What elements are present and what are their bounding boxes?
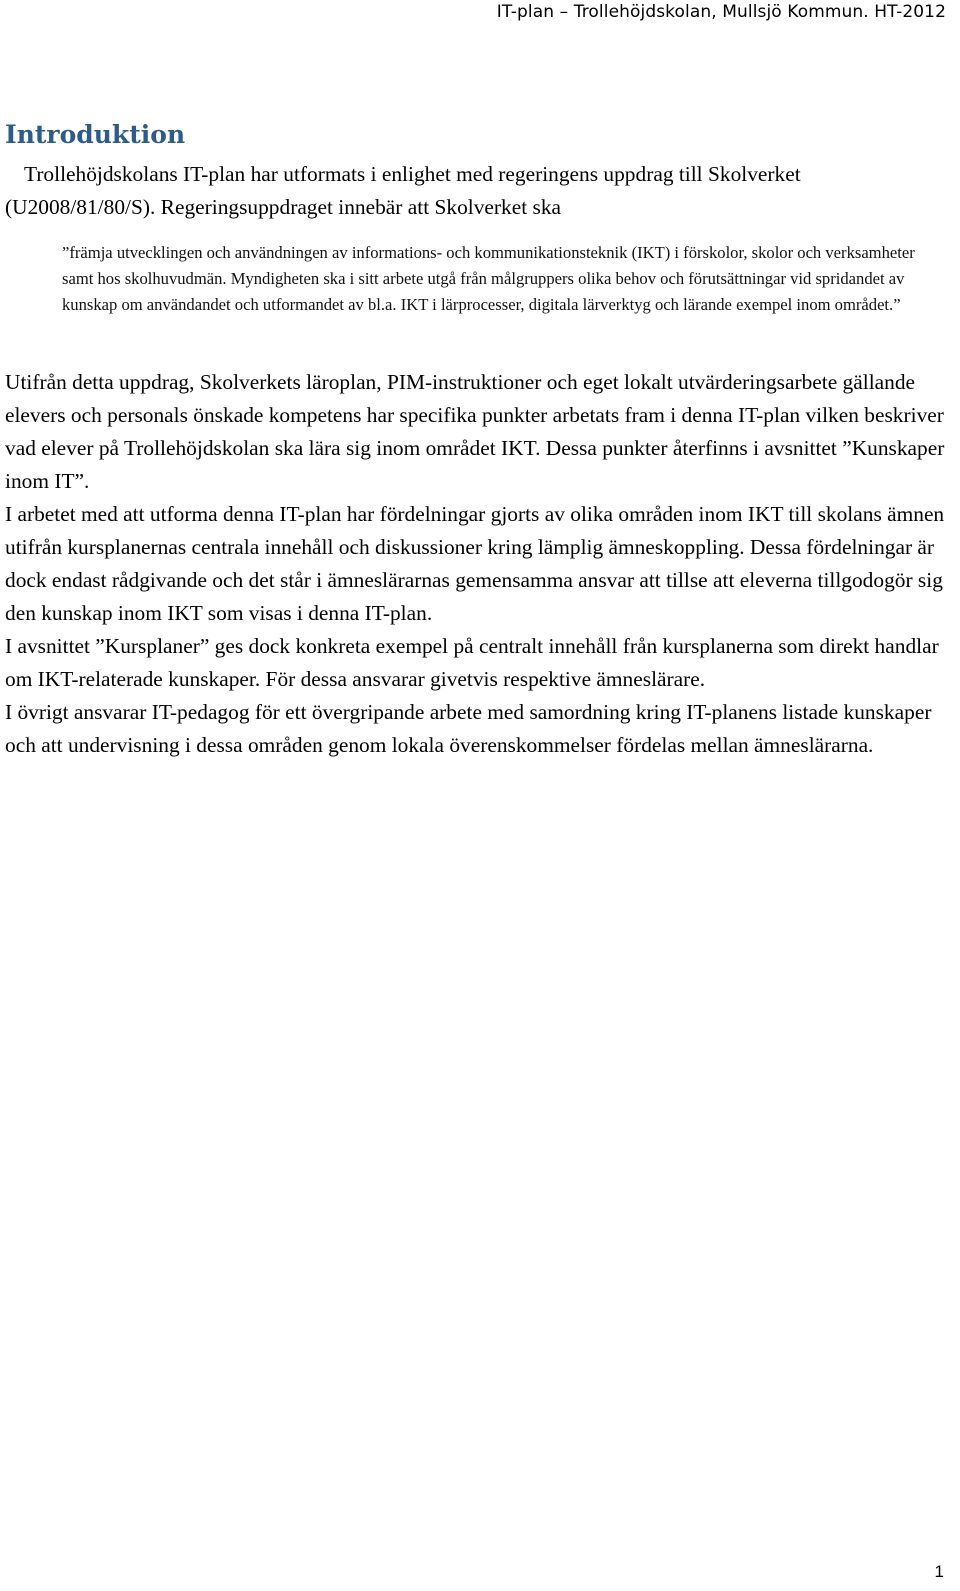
page-header: IT-plan – Trollehöjdskolan, Mullsjö Kommun. HT-2012 — [496, 2, 946, 22]
body-paragraph: I övrigt ansvarar IT-pedagog för ett övergripande arbete med samordning kring IT-planens listade kunskaper och att undervisning i dessa områden genom lokala överenskommelser fördelas mellan ämneslärarna. — [5, 700, 932, 757]
body-paragraph: Utifrån detta uppdrag, Skolverkets läroplan, PIM-instruktioner och eget lokalt utvärderingsarbete gällande elevers och personals önskade kompetens har specifika punkter arbetats fram i denna IT-plan vilken beskriver vad elever på Trollehöjdskolan ska lära sig inom området IKT. Dessa punkter återfinns i avsnittet ”Kunskaper inom IT”. — [5, 370, 945, 493]
block-quote: ”främja utvecklingen och användningen av informations- och kommunikationsteknik (IKT) i förskolor, skolor och verksamheter samt hos skolhuvudmän. Myndigheten ska i sitt arbete utgå från målgruppers olika behov och förutsättningar vid spridandet av kunskap om användandet och utformandet av bl.a. IKT i lärprocesser, digitala lärverktyg och lärande exempel inom området.” — [62, 243, 915, 314]
intro-paragraph: Trollehöjdskolans IT-plan har utformats i enlighet med regeringens uppdrag till Skolverket (U2008/81/80/S). Regeringsuppdraget innebär att Skolverket ska — [5, 162, 801, 219]
section-heading: Introduktion — [5, 120, 186, 149]
body-paragraph: I arbetet med att utforma denna IT-plan har fördelningar gjorts av olika områden inom IKT till skolans ämnen utifrån kursplanernas centrala innehåll och diskussioner kring lämplig ämneskoppling. Dessa fördelningar är dock endast rådgivande och det står i ämneslärarnas gemensamma ansvar att tillse att eleverna tillgodogör sig den kunskap inom IKT som visas i denna IT-plan. — [5, 502, 945, 625]
page-number: 1 — [934, 1562, 944, 1581]
body-text — [5, 366, 952, 762]
body-paragraph: I avsnittet ”Kursplaner” ges dock konkreta exempel på centralt innehåll från kursplanerna som direkt handlar om IKT-relaterade kunskaper. För dessa ansvarar givetvis respektive ämneslärare. — [5, 634, 939, 691]
